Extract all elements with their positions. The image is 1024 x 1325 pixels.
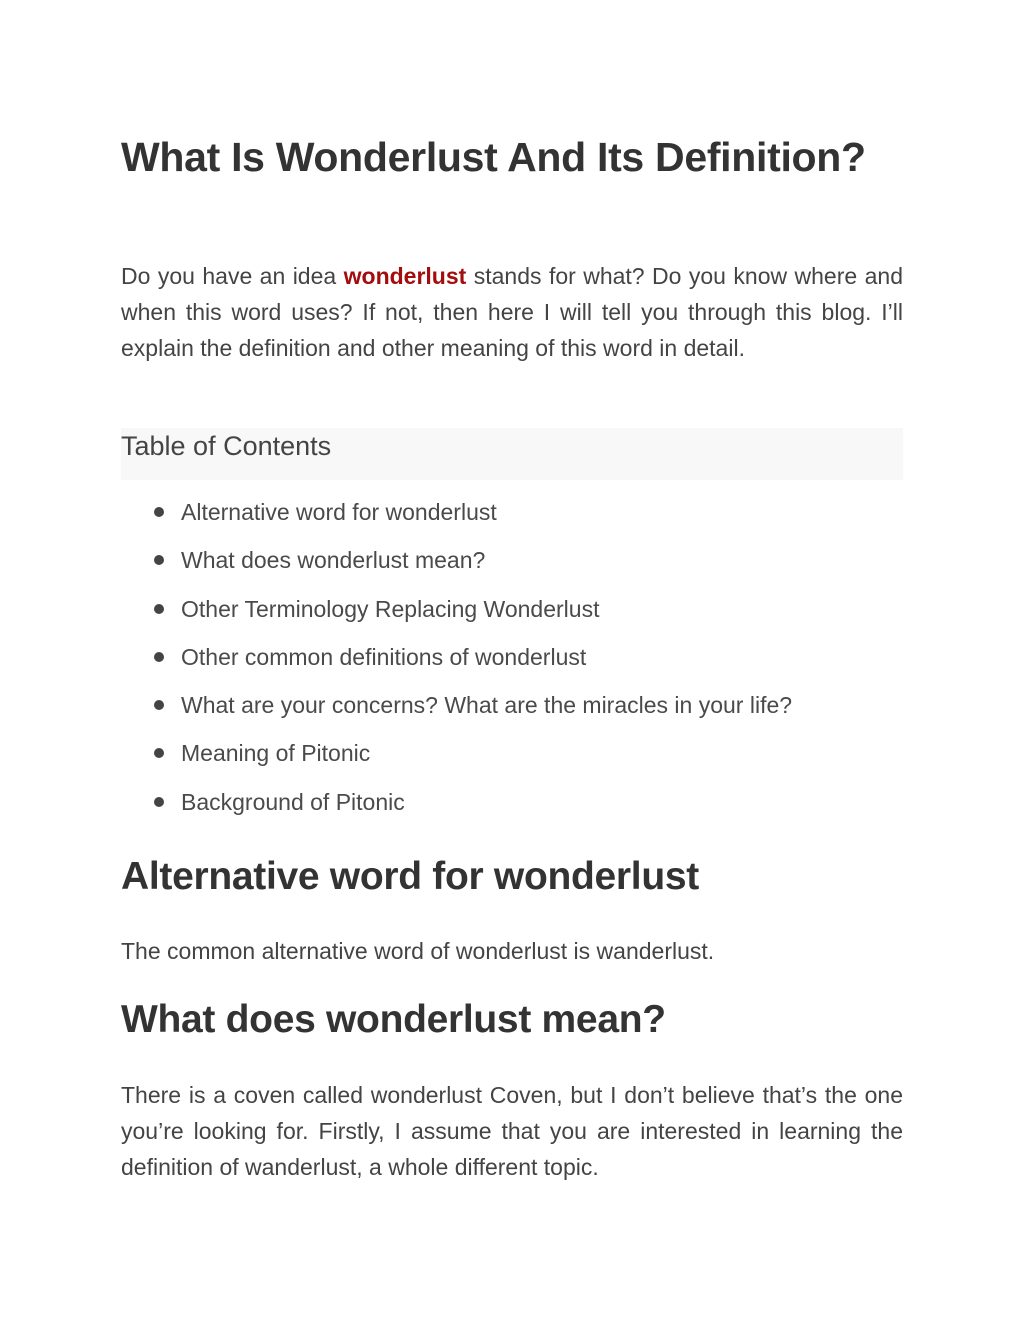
toc-item-label: Background of Pitonic xyxy=(181,788,405,815)
page-title: What Is Wonderlust And Its Definition? xyxy=(121,134,866,180)
toc-item-label: What does wonderlust mean? xyxy=(181,547,486,574)
section-body-what-does-mean: There is a coven called wonderlust Coven, but I don’t believe that’s the one you’re looking for. Firstly, I assume that you are interested in learning the definition of wanderlust, a whole different topic. xyxy=(121,1082,903,1180)
section-body-alternative-word: The common alternative word of wonderlust is wanderlust. xyxy=(121,938,715,964)
toc-item-label: Meaning of Pitonic xyxy=(181,740,371,767)
intro-text-after: stands for what? Do you know where and when this word uses? If not, then here I will tell you through this blog. I’ll explain the definition and other meaning of this word in detail. xyxy=(121,263,903,361)
toc-item-meaning-pitonic[interactable] xyxy=(121,735,792,783)
bullet-icon xyxy=(154,797,164,807)
toc-header-box xyxy=(121,428,903,480)
intro-text-before: Do you have an idea xyxy=(121,263,344,289)
toc-item-label: Other common definitions of wonderlust xyxy=(181,643,587,670)
section-heading-alternative-word: Alternative word for wonderlust xyxy=(121,855,699,898)
bullet-icon xyxy=(154,748,164,758)
bullet-icon xyxy=(154,652,164,662)
bullet-icon xyxy=(154,507,164,517)
toc-title: Table of Contents xyxy=(121,431,332,461)
toc-item-other-terminology[interactable] xyxy=(121,591,792,639)
intro-paragraph xyxy=(121,258,903,366)
bullet-icon xyxy=(154,604,164,614)
toc-list xyxy=(121,494,792,832)
wonderlust-keyword-link[interactable]: wonderlust xyxy=(343,263,467,289)
bullet-icon xyxy=(154,555,164,565)
toc-item-other-definitions[interactable] xyxy=(121,639,792,687)
toc-item-label: Alternative word for wonderlust xyxy=(181,499,497,525)
toc-item-label: Other Terminology Replacing Wonderlust xyxy=(181,595,600,622)
toc-item-background-pitonic[interactable] xyxy=(121,784,792,832)
section-heading-what-does-mean: What does wonderlust mean? xyxy=(121,998,666,1041)
toc-item-label: What are your concerns? What are the miracles in your life? xyxy=(181,692,793,719)
bullet-icon xyxy=(154,700,164,710)
toc-item-alternative-word[interactable] xyxy=(121,494,792,542)
toc-item-concerns-miracles[interactable] xyxy=(121,687,792,735)
toc-item-what-does-mean[interactable] xyxy=(121,542,792,590)
